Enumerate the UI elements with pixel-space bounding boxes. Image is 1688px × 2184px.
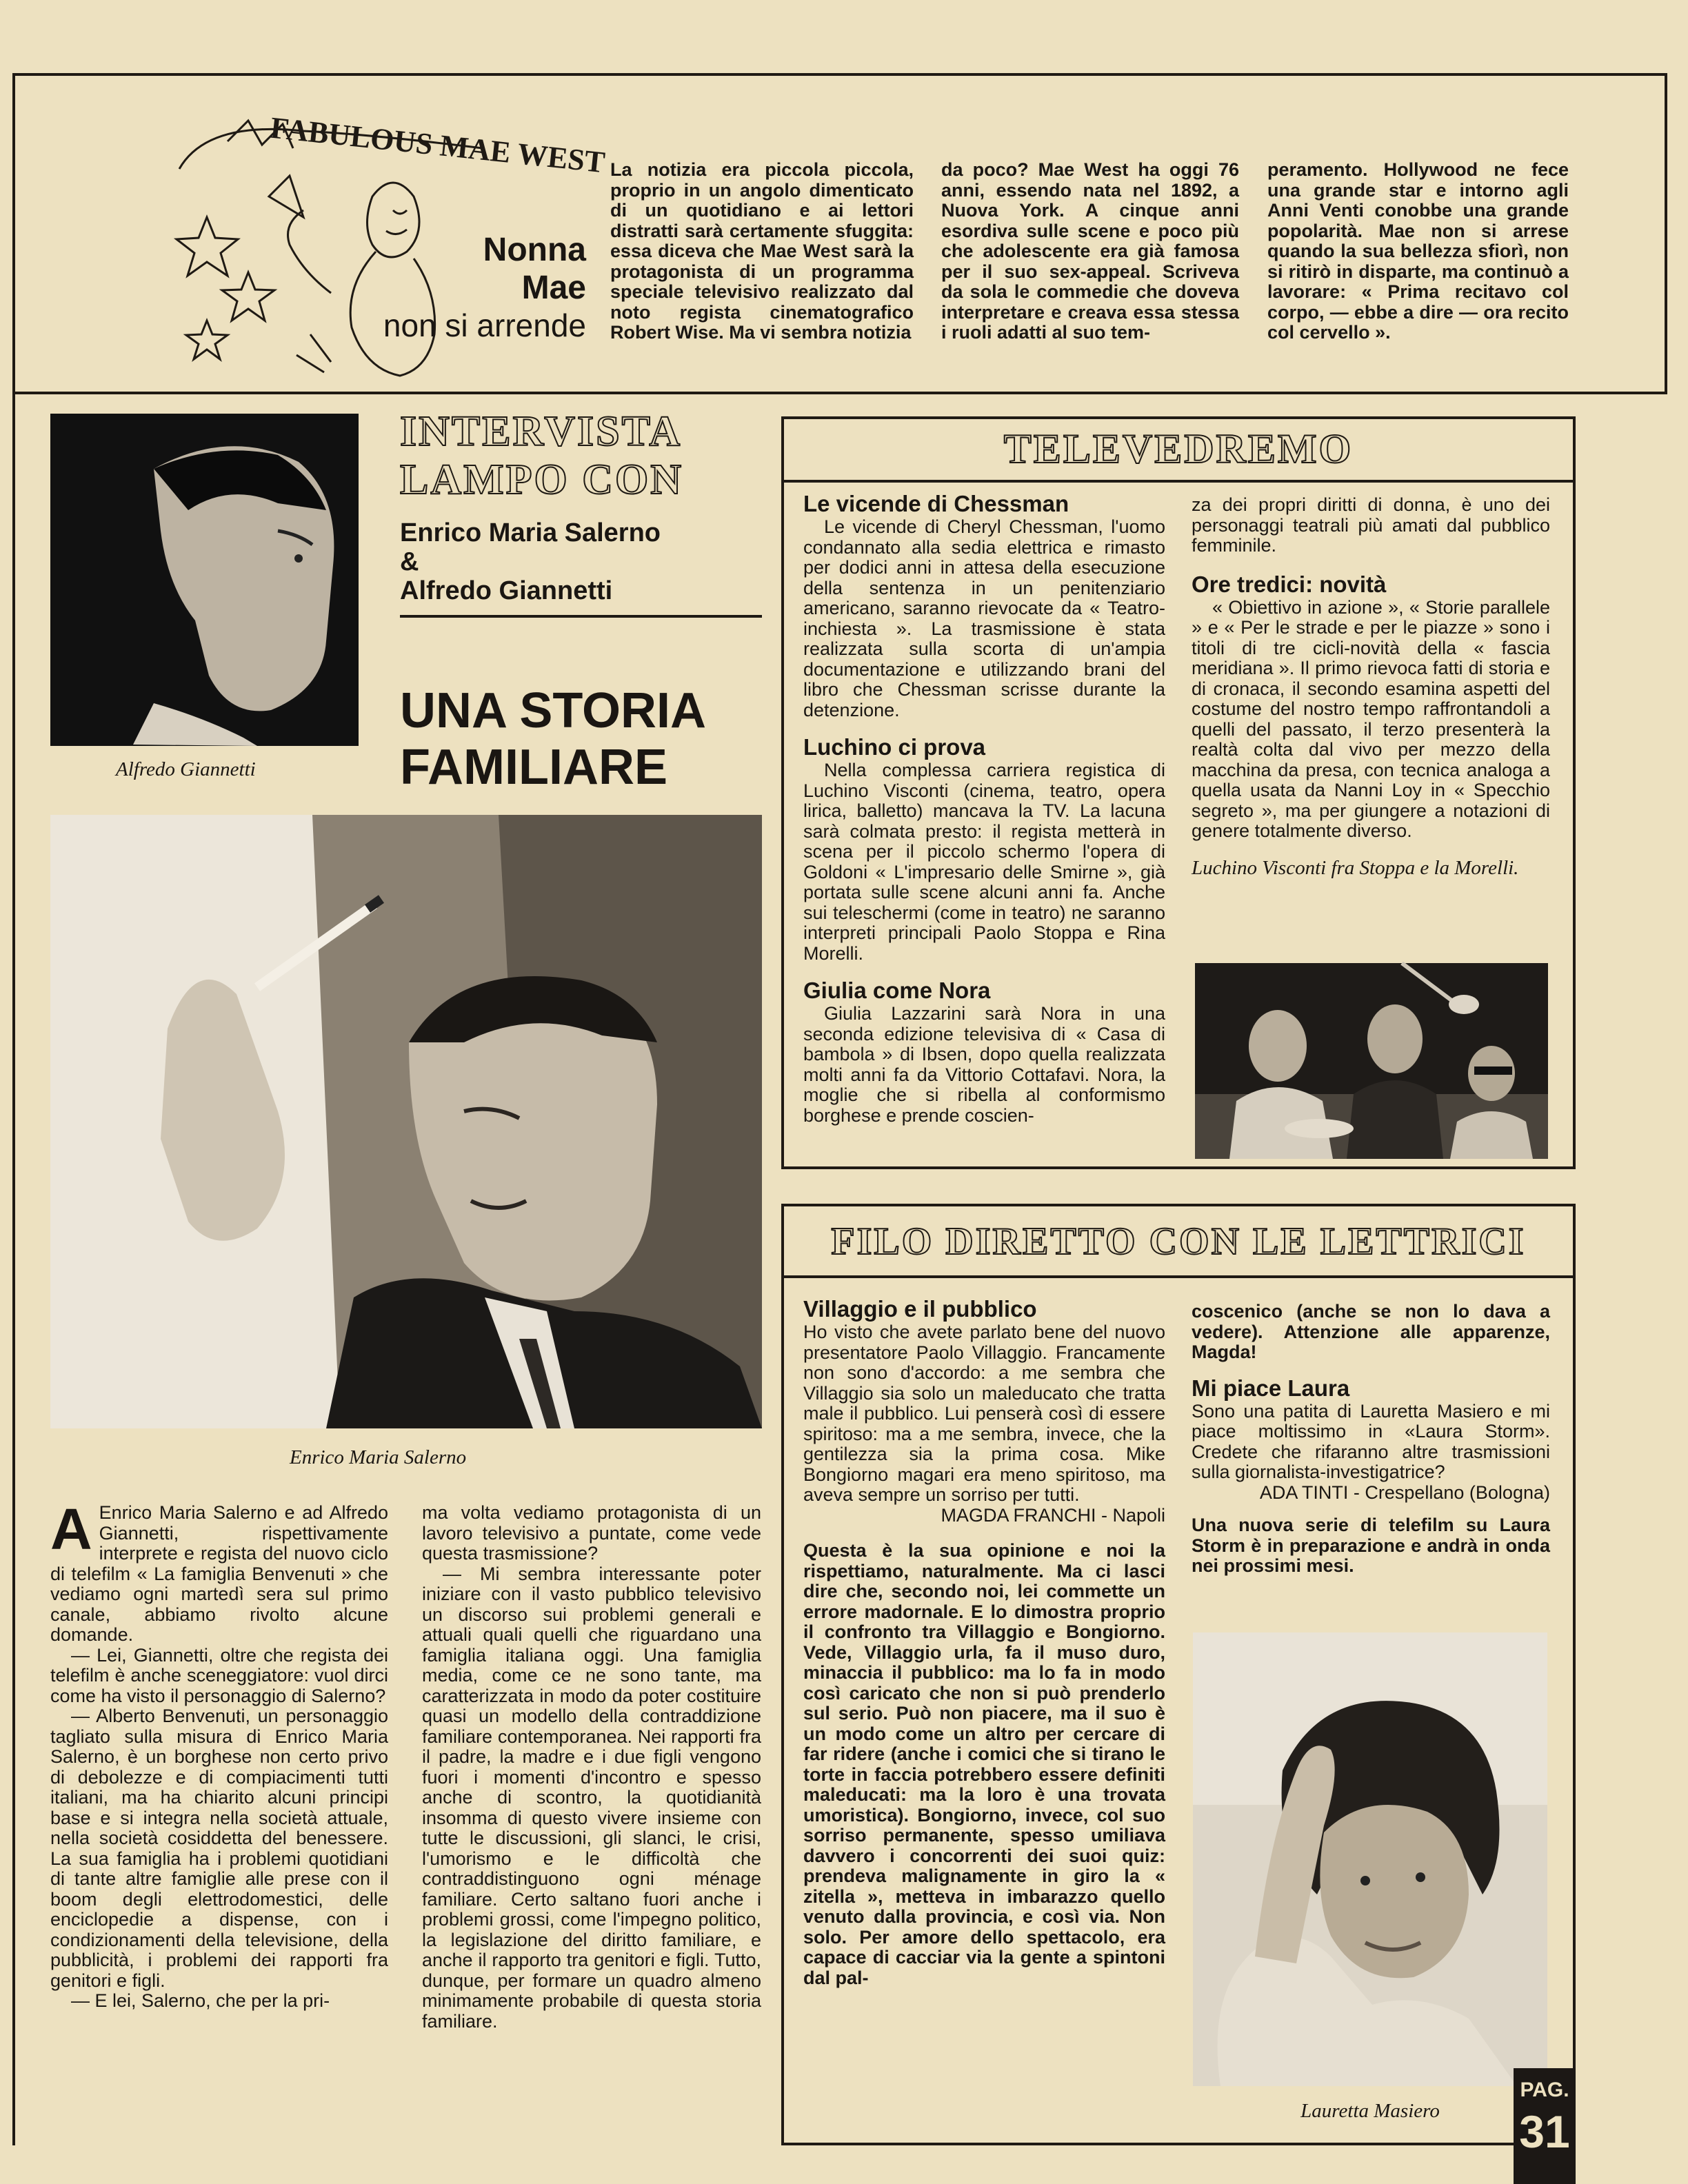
caption-lauretta-masiero: Lauretta Masiero xyxy=(1300,2100,1440,2122)
signature-ada: ADA TINTI - Crespellano (Bologna) xyxy=(1259,1482,1550,1503)
letter-ada: Sono una patita di Lauretta Masiero e mi piace moltissimo in «Laura Storm». Credete che rifaranno altre trasmissioni sulla giornalista-investigatrice? xyxy=(1192,1400,1550,1482)
name-giannetti: Alfredo Giannetti xyxy=(400,576,613,605)
page-label: PAG. xyxy=(1520,2079,1569,2101)
reply-villaggio: Questa è la sua opinione e noi la rispettiamo, naturalmente. Ma ci lasci dire che, secondo noi, lei commette un errore madornale. E lo dimostra proprio il confronto tra Villaggio e Bongiorno. Vede, Villaggio urla, fa il muso duro, minaccia il pubblico: ma lo fa in modo così caricato che non si può prenderlo sul serio. Può non piacere, ma il suo è un modo come un altro per cercare di far ridere (anche i comici che si tirano le torte in faccia potrebbero essere definiti maleducati: ma la loro è una trovata umoristica). Bongiorno, invece, col suo sorriso permanente, spesso umiliava davvero i concorrenti dei suoi quiz: prendeva malignamente in giro la « zitella », metteva in imbarazzo quello venuto dalla provincia, e così via. Non solo. Per amore dello spettacolo, era capace di cacciar via la gente a spintoni dal pal- xyxy=(803,1540,1165,1988)
ore-tredici-title: Ore tredici: novità xyxy=(1192,571,1387,597)
televedremo-header-rule xyxy=(781,480,1576,483)
interview-column-1 xyxy=(50,1497,388,2012)
luchino-text: Nella complessa carriera registica di Luchino Visconti (cinema, teatro, opera lirica, balletto) mancava la TV. La lacuna sarà colmata presto: il regista metterà in scena per il piccolo schermo l'opera di Goldoni « L'impresario delle Smirne », già portata sulle scene alcuni anni fa. Anche sui teleschermi (come in teatro) ne saranno interpreti principali Paolo Stoppa e Rina Morelli. xyxy=(803,760,1165,964)
title-rule xyxy=(400,615,762,618)
mae-column-1: La notizia era piccola piccola, proprio in un angolo dimenticato di un quotidiano e ai lettori distratti sarà certamente sfuggita: essa diceva che Mae West sarà la protagonista di un programma speciale televisivo realizzato dal noto regista cinematografico Robert Wise. Ma vi sembra notizia xyxy=(610,159,914,343)
luchino-title: Luchino ci prova xyxy=(803,734,986,760)
mae-column-2: da poco? Mae West ha oggi 76 anni, essendo nata nel 1892, a Nuova York. A cinque anni esordiva sulle scene e poco più che adolescente era già famosa per il suo sex-appeal. Scriveva da sola le commedie che doveva interpretare e creava essa stessa i ruoli adatti al suo tem- xyxy=(941,159,1239,343)
kicker-intervista: INTERVISTA xyxy=(400,408,683,455)
chessman-text: Le vicende di Cheryl Chessman, l'uomo condannato alla sedia elettrica e rimasto per dodici anni in attesa della esecuzione della sentenza in un penitenziario americano, saranno rievocate da « Teatro-inchiesta ». La trasmissione è stata realizzata sulla scorta di un'ampia documentazione e utilizzando brani del libro che Chessman scrisse durante la detenzione. xyxy=(803,516,1165,720)
mae-headline-line-3: non si arrende xyxy=(383,307,586,343)
giulia-title: Giulia come Nora xyxy=(803,978,991,1003)
interview-names xyxy=(400,518,661,605)
lauretta-masiero-photo xyxy=(1193,1632,1547,2086)
reply-villaggio-cont: coscenico (anche se non lo dava a vedere). Attenzione alle apparenze, Magda! xyxy=(1192,1301,1550,1362)
caption-enrico-maria-salerno: Enrico Maria Salerno xyxy=(290,1446,467,1468)
page-number: 31 xyxy=(1519,2106,1570,2157)
fabulous-mae-west-logo: FABULOUS MAE WEST xyxy=(268,110,607,180)
drop-cap: A xyxy=(50,1497,92,1561)
filo-column-1 xyxy=(803,1296,1165,1988)
interview-question-2-cont: ma volta vediamo protagonista di un lavoro televisivo a puntate, come vede questa trasmissione? xyxy=(422,1502,761,1564)
mae-headline-line-1: Nonna xyxy=(483,232,586,268)
caption-visconti: Luchino Visconti fra Stoppa e la Morelli. xyxy=(1192,856,1519,879)
title-line-2: FAMILIARE xyxy=(400,740,667,795)
letter-magda: Ho visto che avete parlato bene del nuovo presentatore Paolo Villaggio. Francamente non sono d'accordo: a me sembra che Villaggio sia solo un maleducato che tratta male il pubblico. Lui penserà così di essere spiritoso: ma a me sembra, invece, che la gentilezza sia la prima cosa. Mike Bongiorno magari era meno spiritoso, ma aveva sempre un sorriso per tutti. xyxy=(803,1322,1165,1505)
interview-first-para xyxy=(50,1497,388,1646)
interview-answer-2: — Mi sembra interessante poter iniziare con il vasto pubblico televisivo un discorso sui problemi generali e attuali quali quelli che riguardano una famiglia italiana oggi. Una famiglia media, come ce ne sono tante, ma caratterizzata in modo da poter costituire quasi un modello della contraddizione familiare contemporanea. Nei rapporti fra il padre, la madre e i due figli vengono fuori i momenti d'incontro e spesso anche di scontro, la quotidianità insomma di questo vivere insieme con tutte le discussioni, gli slanci, le crisi, l'umorismo e le difficoltà che contraddistinguono ogni ménage familiare. Certo saltano fuori anche i problemi grossi, come l'impegno politico, la legislazione del diritto familiare, e anche il rapporto tra genitori e figli. Tutto, dunque, per formare un quadro almeno minimamente probabile di questa storia familiare. xyxy=(422,1563,761,2032)
interview-answer-1: — Alberto Benvenuti, un personaggio tagliato sulla misura di Enrico Maria Salerno, è un borghese non certo privo di debolezze e di compiacimenti tutti italiani, ma ha chiarito alcuni principi base e si integra nella società attuale, nella società cosiddetta del benessere. La sua famiglia ha i problemi quotidiani di tante altre famiglie alle prese con il boom degli elettrodomestici, delle enciclopedie a dispense, con i condizionamenti della televisione, della pubblicità, i problemi dei rapporti fra genitori e figli. xyxy=(50,1706,388,1991)
visconti-stoppa-morelli-photo xyxy=(1195,963,1548,1159)
filo-header-rule xyxy=(781,1275,1576,1278)
mae-column-3: peramento. Hollywood ne fece una grande star e intorno agli Anni Venti conobbe una grande popolarità. Mae non si arrese quando la sua bellezza sfiorì, non si ritirò in disparte, ma continuò a lavorare: « Prima recitavo col corpo, — ebbe a dire — ora recito col cervello ». xyxy=(1267,159,1569,343)
article-title xyxy=(400,682,706,796)
villaggio-title: Villaggio e il pubblico xyxy=(803,1296,1037,1322)
interview-intro: Enrico Maria Salerno e ad Alfredo Giannetti, rispettivamente interprete e regista del nuovo ciclo di telefilm « La famiglia Benvenuti » che vediamo ogni martedì sera sul primo canale, abbiamo rivolto alcune domande. xyxy=(50,1502,388,1645)
interview-question-2: — E lei, Salerno, che per la pri- xyxy=(71,1990,330,2011)
interview-column-2 xyxy=(422,1503,761,2032)
televedremo-header: TELEVEDREMO xyxy=(1003,426,1354,472)
left-page-rule xyxy=(12,394,15,2145)
laura-title: Mi piace Laura xyxy=(1192,1375,1350,1401)
caption-alfredo-giannetti: Alfredo Giannetti xyxy=(116,758,256,780)
filo-diretto-header: FILO DIRETTO CON LE LETTRICI xyxy=(831,1220,1526,1263)
filo-column-2 xyxy=(1192,1302,1550,1577)
kicker-lampo-con: LAMPO CON xyxy=(400,456,684,503)
name-salerno: Enrico Maria Salerno xyxy=(400,518,661,547)
ore-tredici-text: « Obiettivo in azione », « Storie parallele » e « Per le strade e per le piazze » sono i titoli di tre cicli-novità della « fascia meridiana ». Il primo rievoca fatti di storia e di cronaca, il secondo esamina aspetti del costume del nostro tempo raffrontandoli a quelli del passato, il terzo presenterà la realtà colta dal vivo per mezzo della macchina da presa, con tecnica analoga a quella usata da Nanni Loy in « Specchio segreto », ma per giungere a notazioni di genere totalmente diverso. xyxy=(1192,596,1550,841)
mae-headline xyxy=(303,231,586,345)
televedremo-column-2 xyxy=(1192,495,1550,879)
chessman-title: Le vicende di Chessman xyxy=(803,491,1069,516)
title-line-1: UNA STORIA xyxy=(400,683,707,738)
reply-laura: Una nuova serie di telefilm su Laura Storm è in preparazione e andrà in onda nei prossimi mesi. xyxy=(1192,1515,1550,1576)
name-ampersand: & xyxy=(400,547,419,576)
enrico-maria-salerno-photo xyxy=(50,815,762,1428)
interview-question-1: — Lei, Giannetti, oltre che regista dei telefilm è anche sceneggiatore: vuol dirci come ha visto il personaggio di Salerno? xyxy=(50,1644,388,1706)
alfredo-giannetti-photo xyxy=(50,414,359,746)
giulia-text-cont: za dei propri diritti di donna, è uno dei personaggi teatrali più amati dal pubblico femminile. xyxy=(1192,494,1550,556)
page-number-box xyxy=(1514,2068,1576,2184)
signature-magda: MAGDA FRANCHI - Napoli xyxy=(941,1504,1165,1526)
giulia-text: Giulia Lazzarini sarà Nora in una seconda edizione televisiva di « Casa di bambola » di Ibsen, dopo quella realizzata molti anni fa da Vittorio Cottafavi. Nora, la moglie che si ribella al conformismo borghese e prende coscien- xyxy=(803,1003,1165,1126)
televedremo-column-1 xyxy=(803,491,1165,1126)
mae-headline-line-2: Mae xyxy=(521,270,586,306)
